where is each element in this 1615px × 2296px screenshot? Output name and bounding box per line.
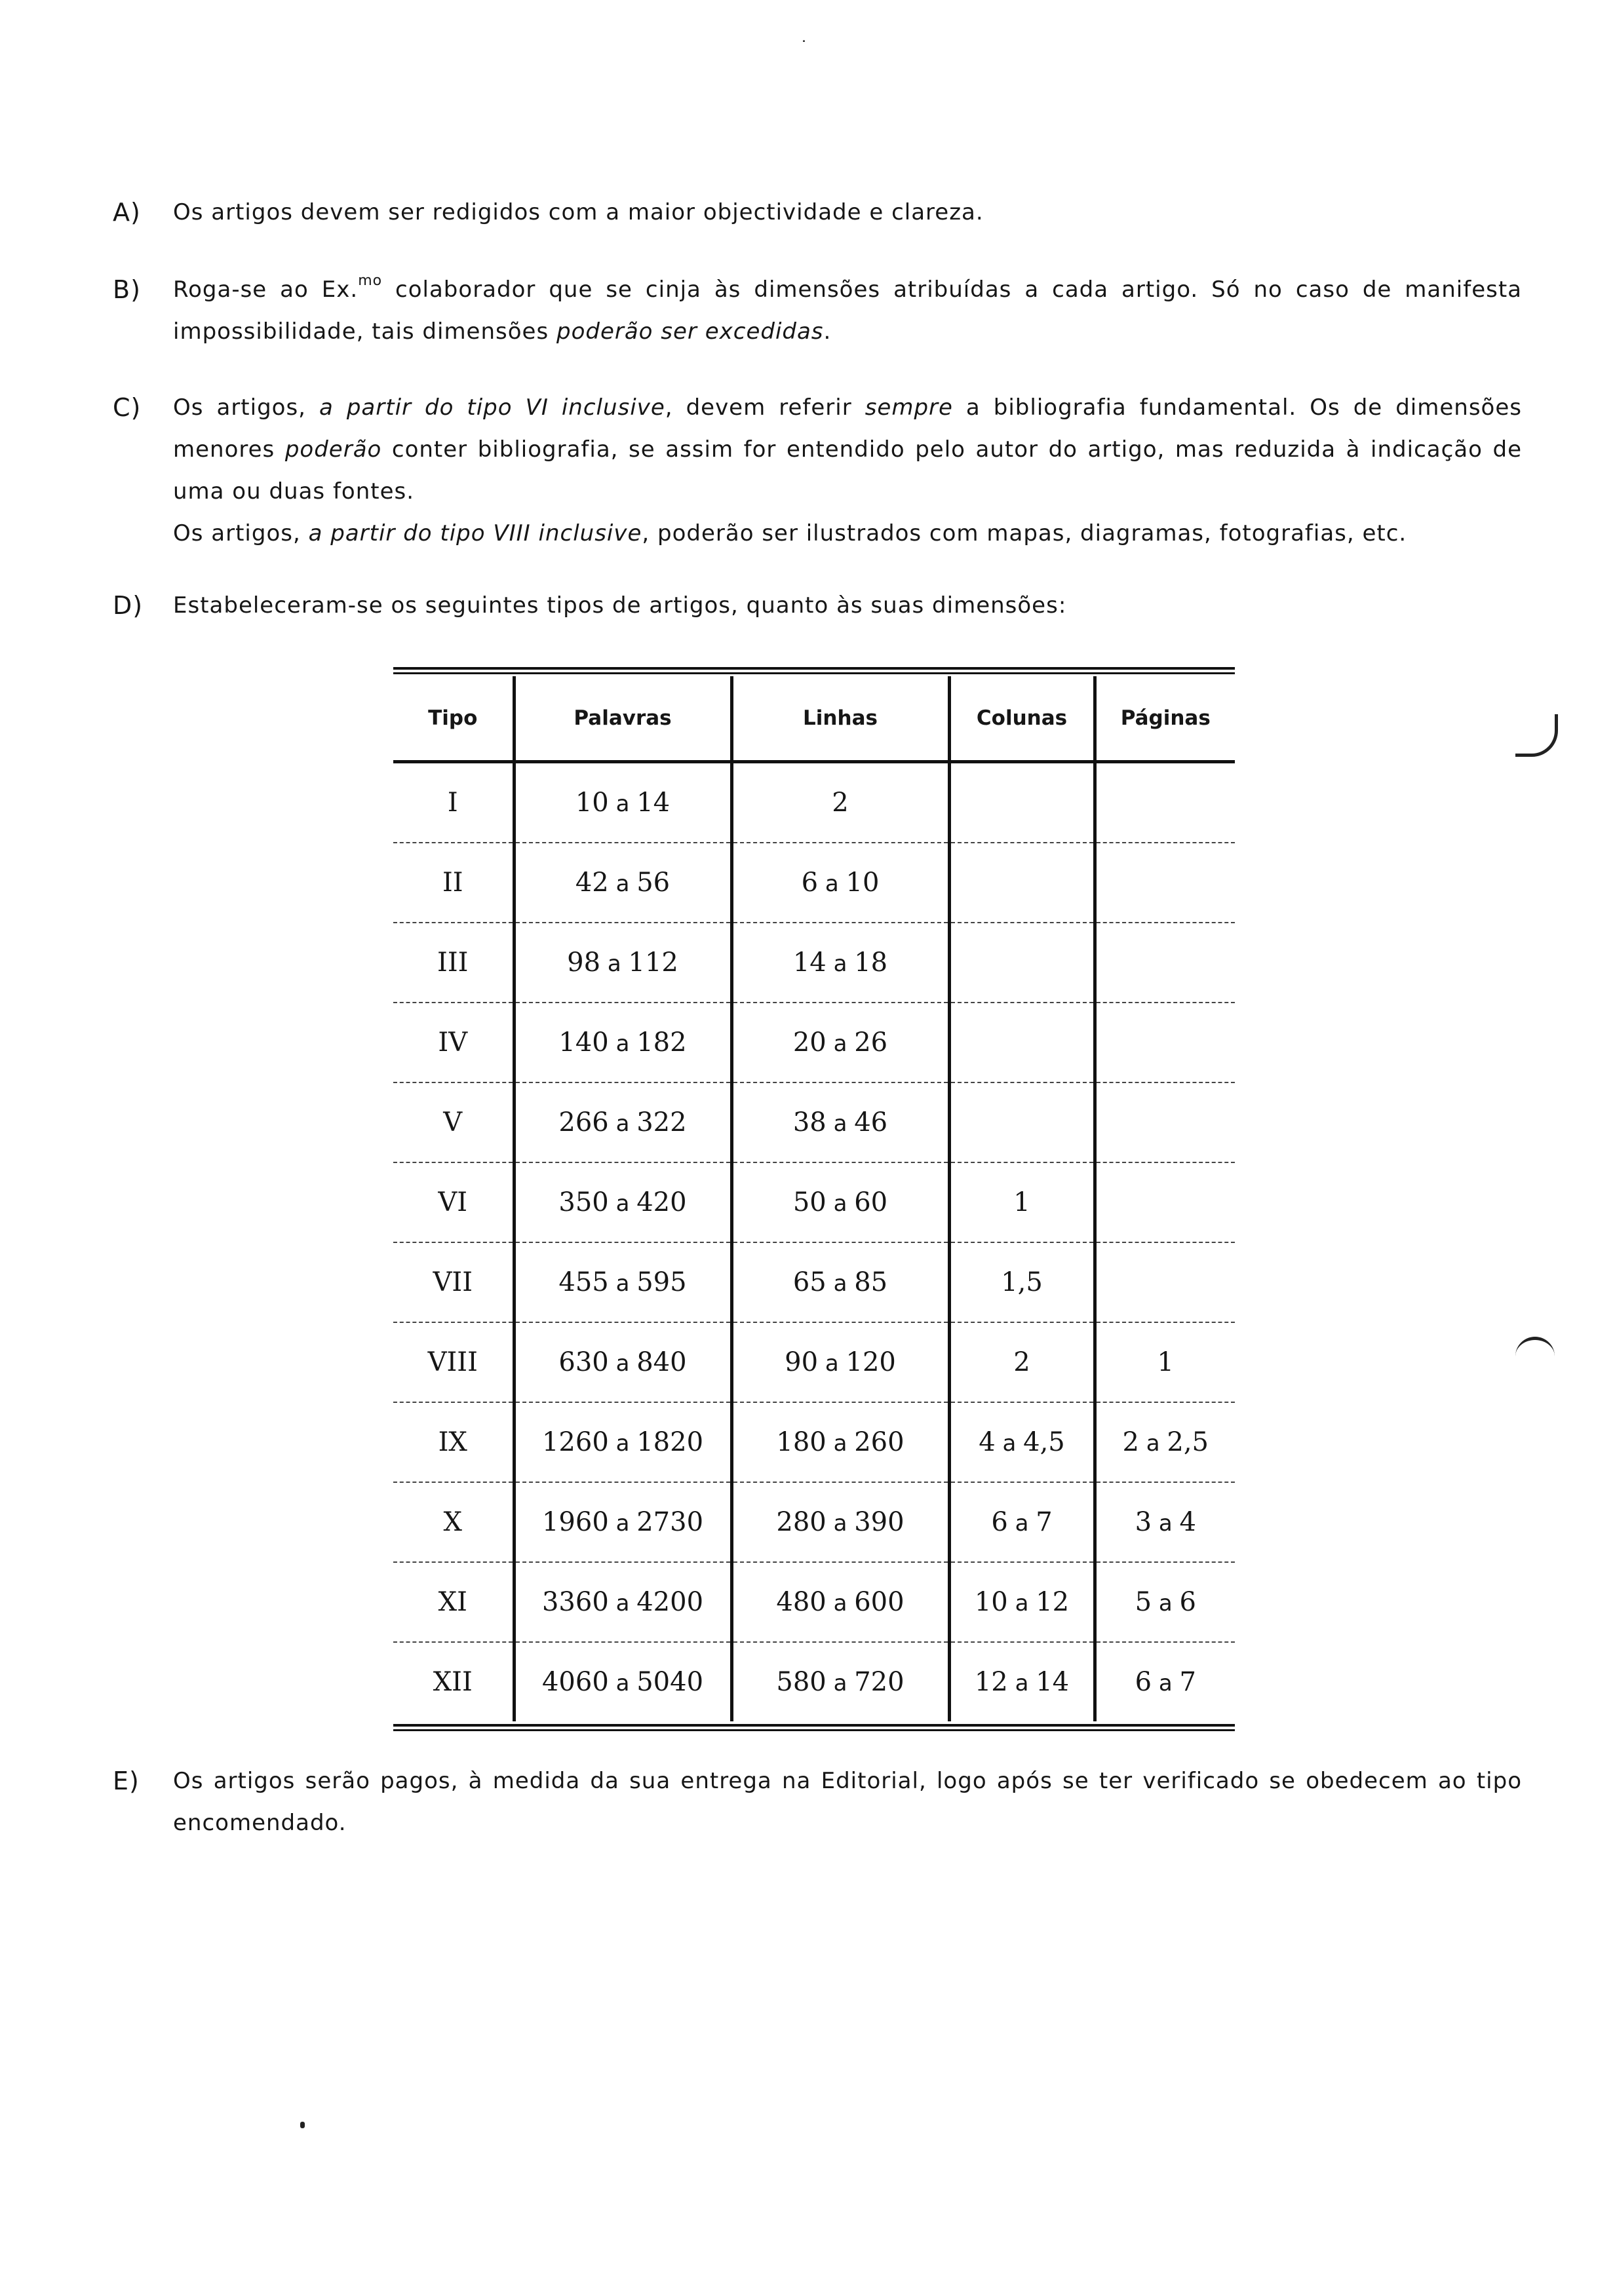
cell-tipo: VI — [393, 1162, 514, 1242]
value: 6 — [1135, 1667, 1152, 1697]
scan-mark-arc — [1515, 714, 1558, 757]
cell-tipo: V — [393, 1082, 514, 1162]
value: 720 — [854, 1667, 905, 1697]
range-separator: a — [608, 1031, 637, 1057]
value: 12 — [974, 1667, 1008, 1697]
value: 260 — [854, 1427, 905, 1457]
value: 12 — [1036, 1587, 1070, 1617]
range-separator: a — [1007, 1670, 1036, 1696]
header-colunas: Colunas — [949, 676, 1095, 762]
range-separator: a — [1152, 1590, 1180, 1617]
value: 20 — [792, 1027, 827, 1058]
value: 42 — [575, 868, 609, 898]
value: 420 — [636, 1187, 687, 1217]
value: 350 — [558, 1187, 609, 1217]
text-run: Os artigos, — [173, 520, 309, 546]
cell-pag — [1095, 1003, 1235, 1082]
range-separator: a — [826, 1111, 855, 1137]
item-c-paragraph-2 — [173, 512, 1522, 554]
value: 2 — [1122, 1427, 1139, 1457]
value: 1260 — [541, 1427, 609, 1457]
cell-pag — [1095, 1162, 1235, 1242]
range-separator: a — [826, 1670, 855, 1696]
cell-col — [949, 1482, 1095, 1562]
table-header-row — [393, 676, 1235, 762]
value: 5 — [1135, 1587, 1152, 1617]
value: 390 — [854, 1507, 905, 1537]
value: 6 — [1179, 1587, 1196, 1617]
cell-col — [949, 1402, 1095, 1482]
cell-pal — [514, 1242, 731, 1322]
value: 46 — [854, 1107, 888, 1138]
text-run: , devem referir — [665, 394, 865, 421]
item-b — [113, 269, 1522, 353]
cell-lin — [731, 1082, 949, 1162]
range-separator: a — [1152, 1510, 1180, 1537]
value: 14 — [636, 788, 671, 818]
cell-pag — [1095, 1402, 1235, 1482]
range-separator: a — [826, 1031, 855, 1057]
table-row — [393, 923, 1235, 1003]
emphasis: a partir do tipo VI inclusive — [319, 394, 665, 421]
value: 26 — [854, 1027, 888, 1058]
range-separator: a — [826, 1191, 855, 1217]
item-label: E) — [113, 1767, 140, 1795]
value: 4,5 — [1023, 1427, 1065, 1457]
range-separator: a — [826, 1271, 855, 1297]
range-separator: a — [608, 1350, 637, 1377]
table-row — [393, 1162, 1235, 1242]
range-separator: a — [608, 1510, 637, 1537]
range-separator: a — [608, 1111, 637, 1137]
range-separator: a — [608, 1191, 637, 1217]
range-separator: a — [1152, 1670, 1180, 1696]
cell-tipo: IV — [393, 1003, 514, 1082]
item-e — [113, 1760, 1522, 1844]
value: 14 — [1036, 1667, 1070, 1697]
cell-pag — [1095, 762, 1235, 843]
text-run: Roga-se ao Ex. — [173, 277, 359, 303]
cell-col — [949, 843, 1095, 923]
value: 322 — [636, 1107, 687, 1138]
superscript: mo — [358, 272, 383, 289]
value: 1820 — [636, 1427, 704, 1457]
cell-lin — [731, 1242, 949, 1322]
text-run: . — [823, 318, 832, 345]
cell-lin — [731, 923, 949, 1003]
range-separator: a — [608, 1590, 637, 1617]
cell-lin — [731, 762, 949, 843]
cell-tipo: XII — [393, 1642, 514, 1721]
item-a — [113, 191, 1522, 233]
cell-lin — [731, 1642, 949, 1721]
range-separator: a — [826, 1510, 855, 1537]
cell-col — [949, 1162, 1095, 1242]
value: 4 — [979, 1427, 996, 1457]
value: 6 — [991, 1507, 1008, 1537]
cell-pal — [514, 1482, 731, 1562]
value: 65 — [792, 1267, 827, 1297]
text-run: Os artigos, — [173, 394, 319, 421]
cell-lin — [731, 1003, 949, 1082]
value: 3 — [1135, 1507, 1152, 1537]
value: 10 — [575, 788, 609, 818]
scan-speck: ˙ — [800, 38, 808, 58]
value: 112 — [628, 947, 678, 978]
cell-pal — [514, 1082, 731, 1162]
cell-pal — [514, 1402, 731, 1482]
emphasis: a partir do tipo VIII inclusive — [308, 520, 642, 546]
article-types-table — [393, 676, 1235, 1721]
value: 182 — [636, 1027, 687, 1058]
range-separator: a — [818, 871, 846, 897]
table-row — [393, 1242, 1235, 1322]
cell-lin — [731, 1482, 949, 1562]
cell-tipo: XI — [393, 1562, 514, 1642]
item-label: D) — [113, 591, 144, 620]
value: 6 — [801, 868, 819, 898]
value: 10 — [974, 1587, 1008, 1617]
cell-pag — [1095, 843, 1235, 923]
cell-col — [949, 1642, 1095, 1721]
cell-pal — [514, 762, 731, 843]
value: 2,5 — [1167, 1427, 1209, 1457]
cell-col — [949, 762, 1095, 843]
item-c — [113, 387, 1522, 554]
text-run: conter bibliografia, se assim for entendido pelo autor do artigo, mas reduzida à indicação de uma ou duas fontes. — [173, 436, 1522, 505]
range-separator: a — [608, 791, 637, 817]
cell-pal — [514, 1642, 731, 1721]
text-run: colaborador que se cinja às dimensões atribuídas a cada artigo. Só no caso de manifesta impossibilidade, tais dimensões — [173, 277, 1522, 345]
range-separator: a — [1007, 1590, 1036, 1617]
cell-pag — [1095, 1242, 1235, 1322]
cell-col — [949, 1082, 1095, 1162]
item-c-paragraph-1 — [173, 387, 1522, 512]
item-d-text: Estabeleceram-se os seguintes tipos de artigos, quanto às suas dimensões: — [173, 592, 1067, 619]
text-run: a bibliografia fundamental. Os de dimensões menores — [173, 394, 1522, 463]
cell-pal — [514, 843, 731, 923]
range-separator: a — [826, 1430, 855, 1457]
table-row — [393, 843, 1235, 923]
text-run: , poderão ser ilustrados com mapas, diagramas, fotografias, etc. — [642, 520, 1407, 546]
value: 98 — [567, 947, 601, 978]
range-separator: a — [600, 951, 629, 977]
cell-pal — [514, 1162, 731, 1242]
table-bottom-rule — [393, 1724, 1235, 1731]
header-tipo: Tipo — [393, 676, 514, 762]
item-e-text: Os artigos serão pagos, à medida da sua entrega na Editorial, logo após se ter verificado se obedecem ao tipo encomendado. — [173, 1768, 1522, 1836]
value: 630 — [558, 1347, 609, 1377]
header-palavras: Palavras — [514, 676, 731, 762]
range-separator: a — [1138, 1430, 1167, 1457]
cell-lin — [731, 1562, 949, 1642]
item-label: C) — [113, 393, 142, 422]
range-separator: a — [608, 1430, 637, 1457]
range-separator: a — [608, 1271, 637, 1297]
emphasis: sempre — [865, 394, 953, 421]
cell-tipo: I — [393, 762, 514, 843]
cell-tipo: VII — [393, 1242, 514, 1322]
cell-tipo: VIII — [393, 1322, 514, 1402]
value: 1960 — [541, 1507, 609, 1537]
value: 140 — [558, 1027, 609, 1058]
value: 4060 — [541, 1667, 609, 1697]
range-separator: a — [818, 1350, 846, 1377]
table-row — [393, 1003, 1235, 1082]
value: 14 — [792, 947, 827, 978]
cell-tipo: II — [393, 843, 514, 923]
range-separator: a — [826, 951, 855, 977]
item-d — [113, 584, 1522, 626]
header-linhas: Linhas — [731, 676, 949, 762]
cell-pal — [514, 1322, 731, 1402]
cell-lin — [731, 1402, 949, 1482]
table-row — [393, 762, 1235, 843]
table-row — [393, 1322, 1235, 1402]
cell-col — [949, 1003, 1095, 1082]
value: 600 — [854, 1587, 905, 1617]
cell-pag — [1095, 1322, 1235, 1402]
item-b-text — [173, 269, 1522, 353]
value: 266 — [558, 1107, 609, 1138]
value: 60 — [854, 1187, 888, 1217]
cell-col — [949, 923, 1095, 1003]
value: 85 — [854, 1267, 888, 1297]
emphasis: poderão — [284, 436, 382, 463]
emphasis: poderão ser excedidas — [556, 318, 824, 345]
range-separator: a — [608, 1670, 637, 1696]
cell-pag — [1095, 1562, 1235, 1642]
table-top-rule — [393, 667, 1235, 674]
cell-tipo: III — [393, 923, 514, 1003]
table-row — [393, 1642, 1235, 1721]
cell-pag — [1095, 1642, 1235, 1721]
range-separator: a — [826, 1590, 855, 1617]
cell-pal — [514, 923, 731, 1003]
value: 4200 — [636, 1587, 704, 1617]
value: 18 — [854, 947, 888, 978]
value: 5040 — [636, 1667, 704, 1697]
value: 38 — [792, 1107, 827, 1138]
item-a-text: Os artigos devem ser redigidos com a maior objectividade e clareza. — [173, 199, 984, 225]
value: 56 — [636, 868, 671, 898]
value: 280 — [776, 1507, 827, 1537]
range-separator: a — [1007, 1510, 1036, 1537]
value: 7 — [1036, 1507, 1053, 1537]
table-row — [393, 1082, 1235, 1162]
range-separator: a — [995, 1430, 1024, 1457]
cell-tipo: X — [393, 1482, 514, 1562]
cell-pal — [514, 1562, 731, 1642]
cell-lin — [731, 843, 949, 923]
cell-lin — [731, 1162, 949, 1242]
cell-pal — [514, 1003, 731, 1082]
value: 1 — [1157, 1347, 1174, 1377]
table-row — [393, 1482, 1235, 1562]
cell-col — [949, 1242, 1095, 1322]
value: 7 — [1179, 1667, 1196, 1697]
value: 4 — [1179, 1507, 1196, 1537]
scan-speck — [300, 2122, 305, 2128]
cell-pag — [1095, 1082, 1235, 1162]
value: 2 — [1013, 1347, 1030, 1377]
item-label: B) — [113, 275, 141, 304]
value: 1 — [1013, 1187, 1030, 1217]
value: 3360 — [541, 1587, 609, 1617]
value: 50 — [792, 1187, 827, 1217]
range-separator: a — [608, 871, 637, 897]
cell-col — [949, 1562, 1095, 1642]
value: 2730 — [636, 1507, 704, 1537]
value: 840 — [636, 1347, 687, 1377]
cell-tipo: IX — [393, 1402, 514, 1482]
value: 90 — [785, 1347, 819, 1377]
value: 2 — [832, 788, 849, 818]
item-label: A) — [113, 198, 141, 227]
cell-lin — [731, 1322, 949, 1402]
cell-col — [949, 1322, 1095, 1402]
table-row — [393, 1562, 1235, 1642]
header-paginas: Páginas — [1095, 676, 1235, 762]
table-row — [393, 1402, 1235, 1482]
value: 10 — [846, 868, 880, 898]
cell-pag — [1095, 923, 1235, 1003]
value: 455 — [558, 1267, 609, 1297]
cell-pag — [1095, 1482, 1235, 1562]
value: 1,5 — [1001, 1267, 1043, 1297]
value: 120 — [846, 1347, 896, 1377]
value: 595 — [636, 1267, 687, 1297]
value: 180 — [776, 1427, 827, 1457]
scan-mark-arc — [1515, 1337, 1555, 1366]
value: 580 — [776, 1667, 827, 1697]
value: 480 — [776, 1587, 827, 1617]
